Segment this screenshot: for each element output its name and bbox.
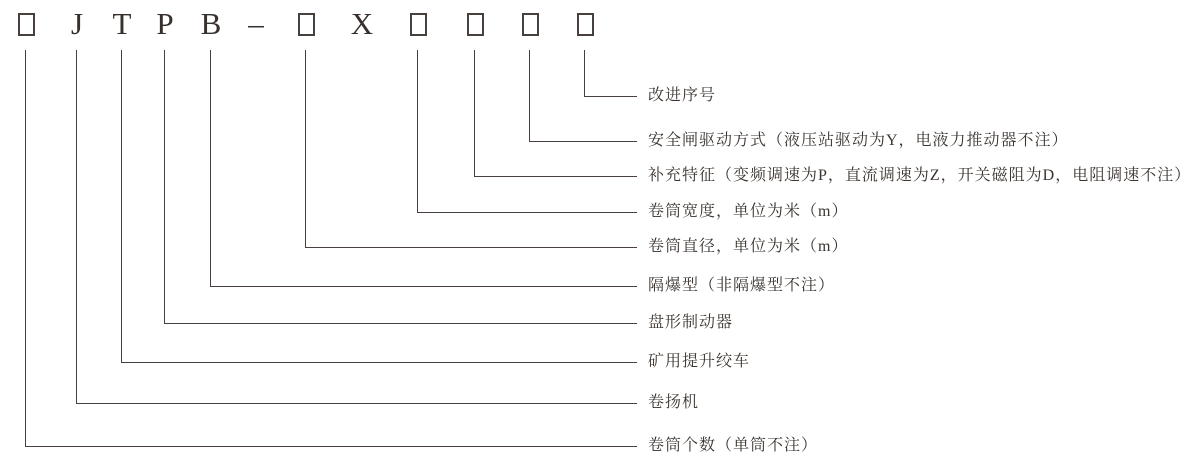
- placeholder-box-icon: [577, 13, 594, 36]
- placeholder-box-icon: [467, 13, 484, 36]
- callout-label-7: 矿用提升绞车: [648, 353, 751, 370]
- code-letter-–: –: [248, 6, 264, 41]
- code-placeholder-box-11: [555, 8, 615, 40]
- code-letter-B: B: [200, 6, 222, 41]
- callout-label-4: 卷筒直径，单位为米（m）: [648, 238, 849, 255]
- code-placeholder-box-6: [276, 8, 336, 40]
- callout-label-5: 隔爆型（非隔爆型不注）: [648, 277, 836, 294]
- callout-label-9: 卷筒个数（单筒不注）: [648, 437, 819, 454]
- code-placeholder-box-8: [388, 8, 448, 40]
- callout-label-1: 安全闸驱动方式（液压站驱动为Y，电液力推动器不注）: [648, 132, 1069, 149]
- code-placeholder-box-10: [500, 8, 560, 40]
- callout-label-8: 卷扬机: [648, 394, 700, 411]
- placeholder-box-icon: [18, 13, 35, 36]
- code-letter-X: X: [350, 6, 374, 41]
- code-letter-J: J: [70, 6, 84, 41]
- placeholder-box-icon: [298, 13, 315, 36]
- code-placeholder-box-9: [445, 8, 505, 40]
- code-letter-T: T: [112, 6, 132, 41]
- placeholder-box-icon: [410, 13, 427, 36]
- callout-label-2: 补充特征（变频调速为P，直流调速为Z，开关磁阻为D，电阻调速不注）: [648, 167, 1192, 184]
- callout-label-3: 卷筒宽度，单位为米（m）: [648, 203, 849, 220]
- callout-line-9: [25, 50, 637, 447]
- code-letter-P: P: [156, 6, 174, 41]
- placeholder-box-icon: [522, 13, 539, 36]
- callout-label-6: 盘形制动器: [648, 314, 734, 331]
- callout-label-0: 改进序号: [648, 87, 717, 104]
